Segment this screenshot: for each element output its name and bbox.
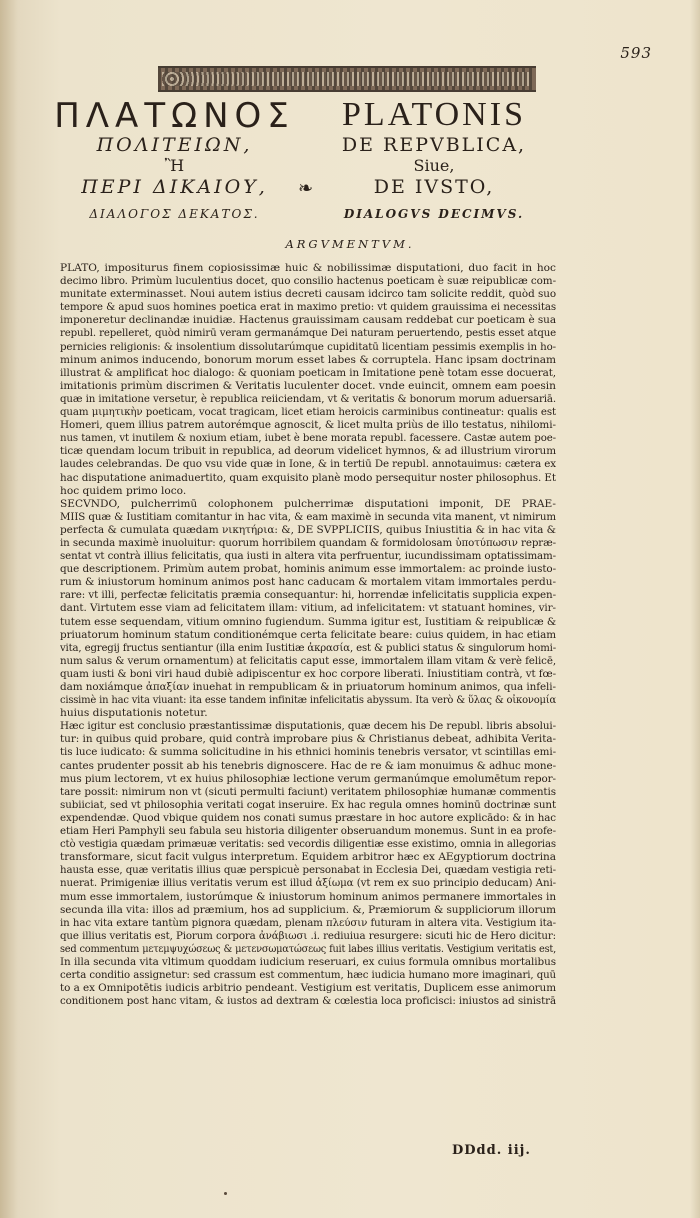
text-line: que illius veritatis est, Piorum corpora ἀνάβιωσι .i. rediuiua resurgere: sicuti hic de Hero dicitur: bbox=[60, 929, 556, 942]
text-line: certa conditio assignetur: sed crassum est commentum, hæc iudicia humano more imaginari, quū bbox=[60, 970, 556, 982]
text-line: priuatorum hominum statum conditionémque certa felicitate beare: cuius quidem, in hac etiam bbox=[60, 628, 556, 641]
page-number: 593 bbox=[620, 44, 652, 62]
text-line: secunda illa vita: illos ad præmium, hos ad supplicium. &, Præmiorum & suppliciorum illorum bbox=[60, 903, 556, 916]
text-line: subiiciat, sed vt philosophia veritati cogat inseruire. Ex hac regula omnes hominū doctrinæ sunt bbox=[60, 798, 556, 811]
text-line: cantes prudenter possit ab his tenebris dignoscere. Hac de re & iam monuimus & adhuc mone- bbox=[60, 759, 556, 772]
text-line: hausta esse, quæ veritatis illius quæ perspicuè personabat in Ecclesia Dei, quædam vestigia reti- bbox=[60, 864, 556, 877]
latin-title-line4: DE IVSTO, bbox=[373, 176, 495, 198]
text-line: pernicies religionis: & insolentium dissolutarúmque cupiditatū licentiam pessimis exemplis in ho- bbox=[60, 340, 556, 353]
text-line: munitate exterminasset. Noui autem istius decreti causam idcirco tam solicite reddit, quòd suo bbox=[60, 288, 556, 301]
text-line: dam noxiámque ἀπαξίαν inuehat in rempublicam & in priuatorum hominum animos, qua infeli- bbox=[60, 681, 556, 693]
greek-title-line2: ΠΟΛΙΤΕΙΩΝ, bbox=[96, 134, 253, 156]
text-line: ticæ quendam locum tribuit in republica, ad deorum videlicet hymnos, & ad illustrium virorum bbox=[60, 445, 556, 458]
text-line: hoc quidem primo loco. bbox=[60, 484, 187, 497]
text-line: tutem esse sequendam, vitium omnino fugiendum. Summa igitur est, Iustitiam & reipublicæ & bbox=[60, 615, 556, 628]
text-line: tur: in quibus quid probare, quid contrà improbare pius & Christianus debeat, adhibita Verita- bbox=[60, 733, 556, 746]
text-line: mum esse immortalem, iustorúmque & iniustorum hominum animos permanere immortales in bbox=[60, 890, 556, 903]
text-line: nus tamen, vt inutilem & noxium etiam, iubet è bene morata republ. facessere. Castæ autem poe- bbox=[60, 433, 556, 445]
page-speck bbox=[224, 1192, 227, 1195]
text-line: imitationis primùm discrimen & Veritatis luculenter docet. vnde euincit, omnem eam poesin bbox=[60, 379, 556, 392]
signature-mark: DDdd. iij. bbox=[452, 1143, 531, 1158]
text-line: etiam Heri Pamphyli seu fabula seu historia diligenter obseruandum monemus. Sunt in ea profe- bbox=[60, 825, 556, 838]
text-line: in secunda maximè inuoluitur: quorum horribilem quandam & formidolosam ὑποτύπωσιν repræ- bbox=[60, 536, 556, 549]
text-line: in hac vita extare tantùm pignora quædam, plenam πλεύσιν futuram in altera vita. Vestigium ita- bbox=[60, 916, 556, 929]
text-line: imponeretur declinandæ inuidiæ. Hactenus grauissimam causam reddebat cur poeticam è sua bbox=[60, 314, 556, 327]
greek-title-line1: ΠΛΑΤΩΝΟΣ bbox=[54, 96, 295, 136]
text-line: nuerat. Primigeniæ illius veritatis verum est illud ἀξίωμα (vt rem ex suo principio deducam) Ani- bbox=[60, 877, 556, 890]
greek-title-line5: ΔΙΑΛΟΓΟΣ ΔΕΚΑΤΟΣ. bbox=[89, 207, 260, 221]
text-line: In illa secunda vita vltimum quoddam iudicium reseruari, ex cuius formula omnibus mortalibus bbox=[60, 955, 556, 968]
latin-title-line1: PLATONIS bbox=[342, 96, 526, 133]
text-line: vita, egregij fructus sentiantur (illa enim Iustitiæ ἀκρασία, est & publici status & singulorum homi- bbox=[60, 642, 556, 654]
fleuron-icon: ❧ bbox=[298, 178, 314, 199]
text-line: sed commentum μετεμψυχώσεως & μετενσωματώσεως fuit labes illius veritatis. Vestigium veritatis est, bbox=[60, 943, 556, 955]
text-line: tis luce iudicato: & summa solicitudine in his ethnici hominis tenebris versator, vt scintillas emi- bbox=[60, 746, 556, 759]
argument-body bbox=[60, 262, 556, 1008]
text-line: SECVNDO, pulcherrimū colophonem pulcherrimæ disputationi imponit, DE PRAE- bbox=[60, 497, 556, 510]
text-line: hac disputatione animaduertito, quam exquisito planè modo persequitur noster philosophus. Et bbox=[60, 471, 556, 484]
greek-title-line4: ΠΕΡΙ ΔΙΚΑΙΟΥ, bbox=[81, 176, 268, 198]
greek-title-line3: Ἢ bbox=[164, 156, 185, 175]
text-line: rum & iniustorum hominum animos post hanc caducam & mortalem vitam immortales perdu- bbox=[60, 576, 556, 589]
text-line: Homeri, quem illius patrem autorémque agnoscit, & licet multa priùs de illo testatus, nihilomi- bbox=[60, 419, 556, 432]
text-line: PLATO, impositurus finem copiosissimæ huic & nobilissimæ disputationi, duo facit in hoc bbox=[60, 262, 556, 274]
text-line: dant. Virtutem esse viam ad felicitatem illam: vitium, ad infelicitatem: vt statuant homines, vir- bbox=[60, 602, 556, 615]
argument-heading: ARGVMENTVM. bbox=[285, 237, 415, 251]
text-line: laudes celebrandas. De quo vsu vide quæ in Ione, & in tertiū De republ. annotauimus: cætera ex bbox=[60, 458, 556, 471]
text-line: conditionem post hanc vitam, & iustos ad dextram & cœlestia loca proficisci: iniustos ad sinistrā bbox=[60, 995, 556, 1008]
text-line: to a ex Omnipotētis iudicis arbitrio pendeant. Vestigium est veritatis, Duplicem esse animorum bbox=[60, 982, 556, 995]
text-line: ctò vestigia quædam primæuæ veritatis: sed vecordis diligentiæ esse existimo, omnia in allegorias bbox=[60, 839, 556, 851]
text-line: quam iusti & boni viri haud dubiè adipiscentur ex hoc corpore liberati. Iniustitiam contrà, vt fœ- bbox=[60, 667, 556, 680]
text-line: rare: vt illi, perfectæ felicitatis præmia consequantur: hi, horrendæ infelicitatis supplicia expen- bbox=[60, 589, 556, 602]
headpiece-ornament bbox=[158, 66, 536, 92]
text-line: quæ in imitatione versetur, è republica reiiciendam, vt & veritatis & bonorum morum aduersariā. bbox=[60, 392, 556, 405]
text-line: republ. repelleret, quòd nimirū veram germanámque Dei naturam peruertendo, pestis esset atque bbox=[60, 328, 556, 340]
text-line: perfecta & cumulata quædam νικητήρια: &, DE SVPPLICIIS, quibus Iniustitia & in hac vita & bbox=[60, 523, 556, 536]
text-line: transformare, sicut facit vulgus interpretum. Equidem arbitror hæc ex AEgyptiorum doctrina bbox=[60, 851, 556, 864]
text-line: num salus & verum ornamentum) at felicitatis caput esse, immortalem illam vitam & verè felicē, bbox=[60, 654, 556, 667]
text-line: tare possit: nimirum non vt (sicuti permulti faciunt) veritatem philosophiæ humanæ commentis bbox=[60, 785, 556, 798]
text-line: mus pium lectorem, vt ex huius philosophiæ lectione verum germanúmque emolumētum repor- bbox=[60, 772, 556, 785]
text-line: Hæc igitur est conclusio præstantissimæ disputationis, quæ decem his De republ. libris absolui- bbox=[60, 720, 556, 733]
text-line: decimo libro. Primùm luculentius docet, quo consilio hactenus poeticam è suæ reipublicæ com- bbox=[60, 275, 556, 288]
text-line: expendendæ. Quod vbique quidem nos conati sumus præstare in hoc autore explicādo: & in hac bbox=[60, 811, 556, 824]
text-line: cissimè in hac vita viuant: ita esse tandem infinitæ infelicitatis abyssum. Ita verò & ὕλας & οἰκονομία bbox=[60, 695, 556, 707]
text-line: que descriptionem. Primùm autem probat, hominis animum esse immortalem: ac proinde iusto- bbox=[60, 563, 556, 576]
latin-title-line5: DIALOGVS DECIMVS. bbox=[343, 207, 525, 221]
latin-title-line3: Siue, bbox=[413, 156, 455, 175]
latin-title-line2: DE REPVBLICA, bbox=[341, 134, 527, 156]
text-line: quam μιμητικὴν poeticam, vocat tragicam, licet etiam heroicis carminibus contineatur: qualis est bbox=[60, 406, 556, 419]
text-line: tempore & apud suos homines poetica erat in maximo pretio: vt quidem grauissima ei necessitas bbox=[60, 301, 556, 314]
text-line: minum animos inducendo, bonorum morum esset labes & corruptela. Hanc ipsam doctrinam bbox=[60, 353, 556, 366]
text-line: huius disputationis notetur. bbox=[60, 707, 208, 720]
text-line: illustrat & amplificat hoc dialogo: & quoniam poeticam in Imitatione penè totam esse docuerat, bbox=[60, 366, 556, 379]
text-line: sentat vt contrà illius felicitatis, qua iusti in altera vita perfruentur, iucundissimam optatissimam- bbox=[60, 550, 556, 563]
text-line: MIIS quæ & Iustitiam comitantur in hac vita, & eam maximè in secunda vita manent, vt nimirum bbox=[60, 510, 556, 523]
